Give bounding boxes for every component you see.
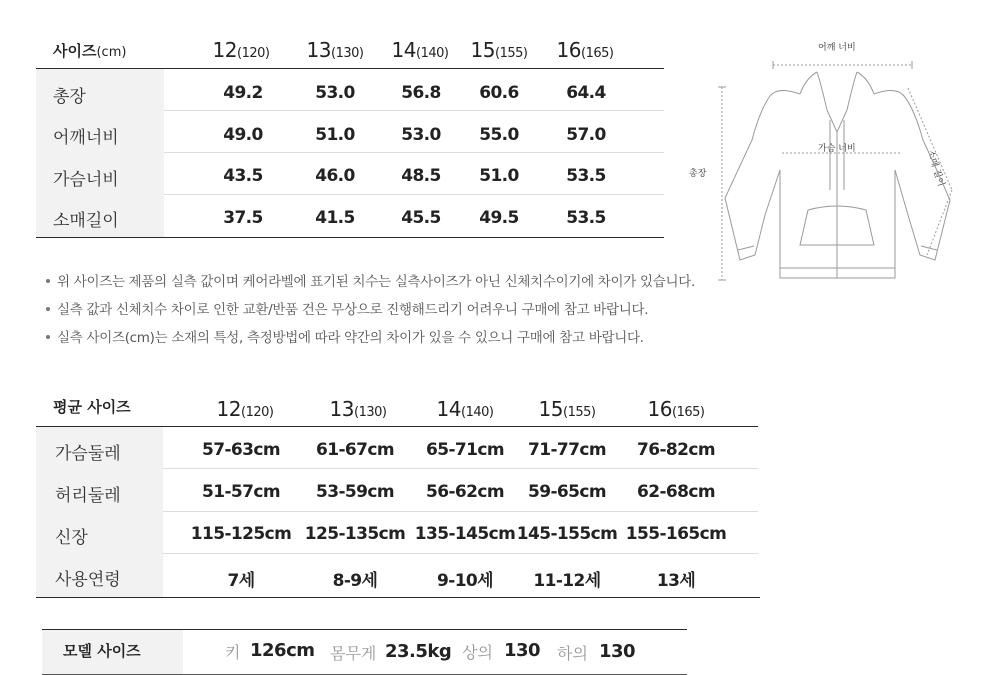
table-cell: 115-125cm: [190, 524, 292, 544]
model-value-height: 126cm: [250, 640, 315, 661]
model-key-top: 상의: [462, 643, 493, 662]
model-value-bottom: 130: [599, 641, 636, 662]
row-label-waist-circumference: 허리둘레: [55, 486, 121, 506]
row-divider: [163, 511, 758, 512]
table-cell: 8-9세: [332, 571, 378, 591]
table-cell: 55.0: [479, 125, 519, 145]
table-cell: 53.5: [566, 208, 606, 228]
table-cell: 61-67cm: [316, 440, 394, 460]
column-header-size-16: 16(165): [556, 38, 614, 62]
row-label-height: 신장: [55, 528, 88, 548]
row-divider: [163, 553, 758, 554]
table-cell: 56.8: [401, 83, 441, 103]
table-cell: 43.5: [223, 166, 263, 186]
model-value-weight: 23.5kg: [385, 641, 452, 662]
list-item: 위 사이즈는 제품의 실측 값이며 케어라벨에 표기된 치수는 실측사이즈가 아닌 신체치수이기에 차이가 있습니다.: [46, 270, 695, 298]
row-label-chest-circumference: 가슴둘레: [55, 444, 121, 464]
table-cell: 53.5: [566, 166, 606, 186]
table-cell: 7세: [227, 571, 255, 591]
table-cell: 56-62cm: [426, 482, 504, 502]
table-cell: 145-155cm: [516, 524, 618, 544]
row-divider: [164, 110, 664, 111]
row-label-sleeve-length: 소매길이: [53, 211, 119, 231]
table-cell: 76-82cm: [637, 440, 715, 460]
table-cell: 49.0: [223, 125, 263, 145]
model-value-top: 130: [504, 640, 541, 661]
notes-list: [46, 270, 695, 354]
row-label-chest-width: 가슴너비: [53, 170, 119, 190]
bullet-icon: [46, 307, 50, 311]
table-cell: 51-57cm: [202, 482, 280, 502]
diagram-label-shoulder: 어깨 너비: [818, 43, 856, 53]
list-item: 실측 사이즈(cm)는 소재의 특성, 측정방법에 따라 약간의 차이가 있을 수 있으니 구매에 참고 바랍니다.: [46, 326, 695, 354]
table-cell: 135-145cm: [414, 524, 516, 544]
diagram-label-length: 총장: [689, 169, 707, 179]
table-cell: 48.5: [401, 166, 441, 186]
column-header-size-12: 12(120): [216, 397, 274, 421]
table-cell: 53-59cm: [316, 482, 394, 502]
diagram-label-sleeve: 소매 길이: [924, 148, 946, 188]
row-label-total-length: 총장: [53, 87, 86, 107]
measured-table-title: 사이즈(cm): [53, 42, 127, 60]
table-cell: 53.0: [315, 83, 355, 103]
table-cell: 65-71cm: [426, 440, 504, 460]
column-header-size-15: 15(155): [538, 397, 596, 421]
column-header-size-14: 14(140): [391, 38, 449, 62]
column-header-size-14: 14(140): [436, 397, 494, 421]
table-cell: 45.5: [401, 208, 441, 228]
column-header-size-16: 16(165): [647, 397, 705, 421]
column-header-size-13: 13(130): [306, 38, 364, 62]
table-cell: 9-10세: [437, 571, 493, 591]
table-cell: 13세: [656, 571, 696, 591]
row-label-shoulder-width: 어깨너비: [53, 128, 119, 148]
table-cell: 57-63cm: [202, 440, 280, 460]
table-bottom-rule: [36, 597, 760, 598]
table-cell: 71-77cm: [528, 440, 606, 460]
bullet-icon: [46, 279, 50, 283]
diagram-label-chest: 가슴 너비: [818, 144, 856, 154]
table-cell: 57.0: [566, 125, 606, 145]
table-bottom-rule: [36, 237, 664, 238]
model-key-height: 키: [225, 643, 241, 662]
row-divider: [163, 468, 758, 469]
table-cell: 46.0: [315, 166, 355, 186]
table-cell: 62-68cm: [637, 482, 715, 502]
table-cell: 11-12세: [533, 571, 601, 591]
table-cell: 51.0: [479, 166, 519, 186]
table-cell: 51.0: [315, 125, 355, 145]
row-divider: [164, 152, 664, 153]
row-divider: [164, 194, 664, 195]
table-cell: 125-135cm: [304, 524, 406, 544]
column-header-size-12: 12(120): [212, 38, 270, 62]
bullet-icon: [46, 335, 50, 339]
table-cell: 59-65cm: [528, 482, 606, 502]
table-cell: 64.4: [566, 83, 606, 103]
hoodie-outline-icon: [680, 50, 980, 290]
row-label-age: 사용연령: [55, 570, 121, 590]
model-key-bottom: 하의: [557, 644, 588, 663]
table-cell: 41.5: [315, 208, 355, 228]
table-cell: 53.0: [401, 125, 441, 145]
table-cell: 60.6: [479, 83, 519, 103]
column-header-size-13: 13(130): [329, 397, 387, 421]
list-item: 실측 값과 신체치수 차이로 인한 교환/반품 건은 무상으로 진행해드리기 어려우니 구매에 참고 바랍니다.: [46, 298, 695, 326]
column-header-size-15: 15(155): [470, 38, 528, 62]
table-cell: 49.2: [223, 83, 263, 103]
average-table-title: 평균 사이즈: [53, 398, 131, 416]
table-cell: 37.5: [223, 208, 263, 228]
model-key-weight: 몸무게: [330, 644, 377, 663]
table-cell: 49.5: [479, 208, 519, 228]
table-cell: 155-165cm: [625, 524, 727, 544]
model-size-title: 모델 사이즈: [63, 642, 141, 660]
